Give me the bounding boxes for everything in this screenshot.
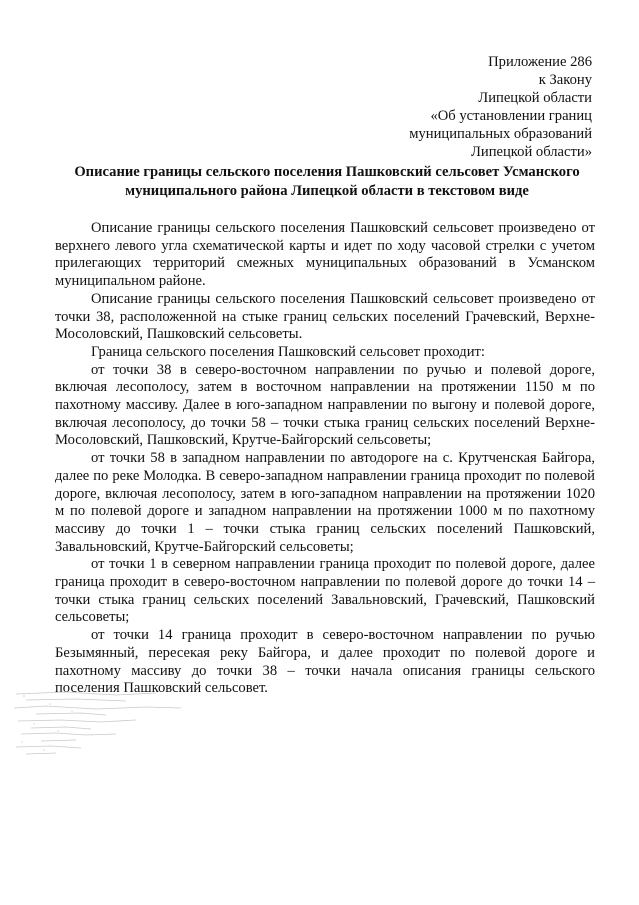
- title-line-2: муниципального района Липецкой области в текстовом виде: [125, 183, 529, 199]
- body-paragraph: Граница сельского поселения Пашковский сельсовет проходит:: [91, 343, 485, 360]
- document-body: [55, 220, 595, 698]
- appendix-line: Липецкой области»: [471, 144, 592, 160]
- body-paragraph: от точки 58 в западном направлении по автодороге на с. Крутченская Байгора, далее по реке Молодка. В северо-западном направлении граница проходит по полевой дороге, включая лесополосу, затем в юго-западном направлении на протяжении 1020 м по полевой дороге и западном направлении на протяжении 1000 м по пахотному массиву до точки 1 – точки стыка границ сельских поселений Пашковский, Завальновский, Крутче-Байгорский сельсоветы;: [55, 450, 595, 555]
- appendix-header: [409, 53, 592, 161]
- body-paragraph: от точки 14 граница проходит в северо-восточном направлении по ручью Безымянный, пересекая реку Байгора, и далее проходит по полевой дороге и пахотному массиву до точки 38 – точки начала описания границы сельского поселения Пашковский сельсовет.: [55, 627, 595, 697]
- appendix-line: к Закону: [538, 72, 592, 88]
- appendix-line: «Об установлении границ: [430, 108, 592, 124]
- appendix-line: Приложение 286: [488, 54, 592, 70]
- body-paragraph: Описание границы сельского поселения Пашковский сельсовет произведено от точки 38, расположенной на стыке границ сельских поселений Грачевский, Верхне-Мосоловский, Пашковский сельсоветы.: [55, 290, 595, 343]
- body-paragraph: от точки 38 в северо-восточном направлении по ручью и полевой дороге, включая лесополосу, затем в восточном направлении на протяжении 1150 м по пахотному массиву. Далее в юго-западном направлении по выгону и полевой дороге, включая лесополосу, до точки 58 – точки стыка границ сельских поселений Верхне-Мосоловский, Пашковский, Крутче-Байгорский сельсоветы;: [55, 361, 595, 449]
- body-paragraph: Описание границы сельского поселения Пашковский сельсовет произведено от верхнего левого угла схематической карты и идет по ходу часовой стрелки с учетом прилегающих территорий смежных муниципальных образований в Усманском муниципальном районе.: [55, 220, 595, 290]
- title-line-1: Описание границы сельского поселения Пашковский сельсовет Усманского: [74, 164, 580, 180]
- document-title: [58, 163, 596, 201]
- appendix-line: Липецкой области: [478, 90, 592, 106]
- body-paragraph: от точки 1 в северном направлении граница проходит по полевой дороге, далее граница проходит в северо-восточном направлении по полевой дороге до точки 14 – точки стыка границ сельских поселений Завальновский, Грачевский, Пашковский сельсоветы;: [55, 556, 595, 626]
- appendix-line: муниципальных образований: [409, 126, 592, 142]
- faint-signature-mark: [6, 684, 196, 764]
